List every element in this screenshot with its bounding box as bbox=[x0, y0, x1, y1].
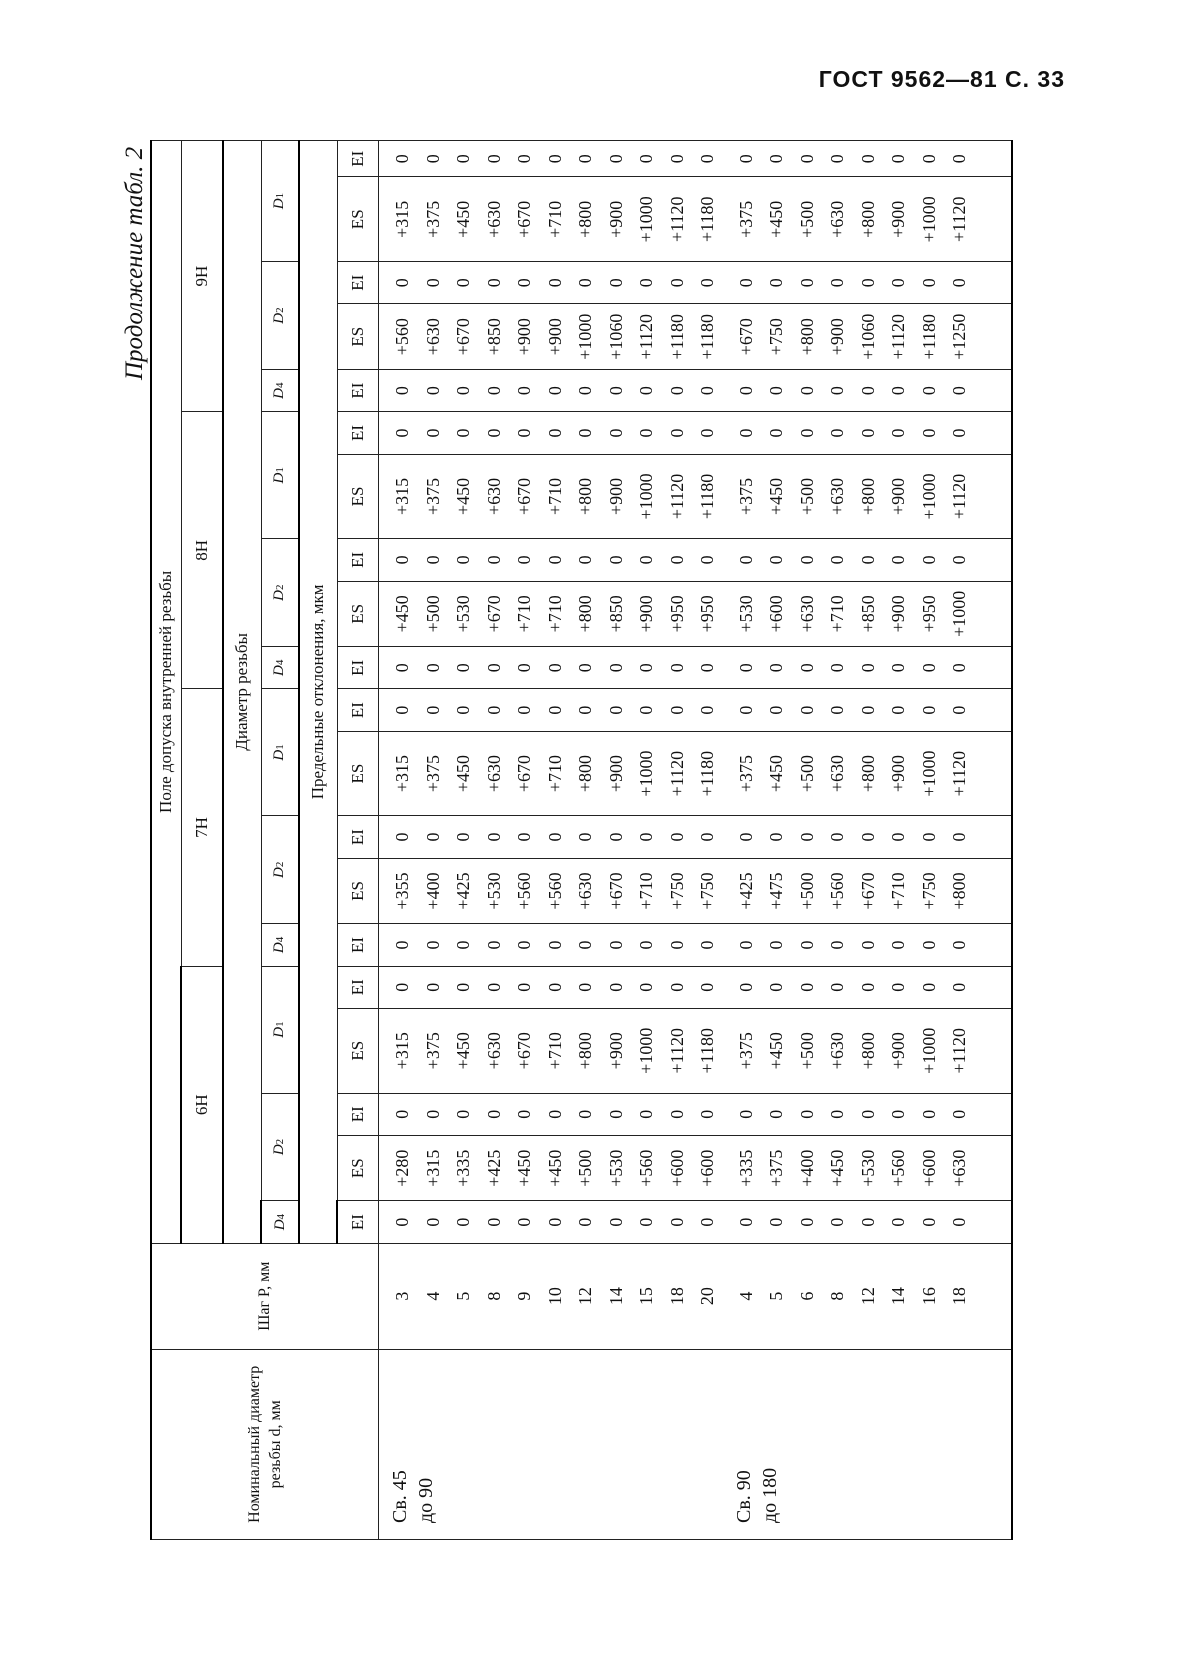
9h-d4-ei: 0 0 0 0 0 0 0 0 bbox=[723, 369, 1012, 411]
7h-d1-ei: 0 0 0 0 0 0 0 0 0 0 0 bbox=[379, 689, 723, 731]
7h-d1-ei: 0 0 0 0 0 0 0 0 bbox=[723, 689, 1012, 731]
sub-d2: D2 bbox=[261, 1093, 299, 1201]
rotated-table-wrapper bbox=[150, 140, 1110, 1540]
9h-d4-ei: 0 0 0 0 0 0 0 0 0 0 0 bbox=[379, 369, 723, 411]
sub-es: ES bbox=[337, 581, 379, 647]
8h-d2-ei: 0 0 0 0 0 0 0 0 0 0 0 bbox=[379, 539, 723, 581]
sub-d2: D2 bbox=[261, 262, 299, 370]
sub-ei: EI bbox=[337, 1093, 379, 1135]
9h-d2-ei: 0 0 0 0 0 0 0 0 bbox=[723, 262, 1012, 304]
8h-d4-ei: 0 0 0 0 0 0 0 0 bbox=[723, 647, 1012, 689]
6h-d1-es: +375 +450 +500 +630 +800 +900 +1000 +1120 bbox=[723, 1008, 1012, 1093]
7h-d1-es: +375 +450 +500 +630 +800 +900 +1000 +1120 bbox=[723, 731, 1012, 816]
header-field-7h: 7H bbox=[181, 689, 223, 966]
sub-es: ES bbox=[337, 454, 379, 539]
sub-d1: D1 bbox=[261, 412, 299, 539]
sub-ei: EI bbox=[337, 924, 379, 966]
9h-d1-es: +375 +450 +500 +630 +800 +900 +1000 +1120 bbox=[723, 177, 1012, 262]
sub-es: ES bbox=[337, 858, 379, 924]
8h-d2-es: +530 +600 +630 +710 +850 +900 +950 +1000 bbox=[723, 581, 1012, 647]
sub-d4: D4 bbox=[261, 924, 299, 966]
row-label: Св. 45 до 90 bbox=[379, 1349, 723, 1539]
sub-es: ES bbox=[337, 177, 379, 262]
sub-d2: D2 bbox=[261, 816, 299, 924]
sub-es: ES bbox=[337, 1008, 379, 1093]
header-nominal-diameter: Номинальный диаметр резьбы d, мм bbox=[151, 1349, 379, 1539]
6h-d2-es: +335 +375 +400 +450 +530 +560 +600 +630 bbox=[723, 1135, 1012, 1201]
8h-d2-ei: 0 0 0 0 0 0 0 0 bbox=[723, 539, 1012, 581]
7h-d2-es: +355 +400 +425 +530 +560 +560 +630 +670 +710 +750 +750 bbox=[379, 858, 723, 924]
8h-d1-es: +315 +375 +450 +630 +670 +710 +800 +900 +1000 +1120 +1180 bbox=[379, 454, 723, 539]
6h-d2-es: +280 +315 +335 +425 +450 +450 +500 +530 +560 +600 +600 bbox=[379, 1135, 723, 1201]
8h-d1-ei: 0 0 0 0 0 0 0 0 bbox=[723, 412, 1012, 454]
8h-d2-es: +450 +500 +530 +670 +710 +710 +800 +850 +900 +950 +950 bbox=[379, 581, 723, 647]
sub-es: ES bbox=[337, 304, 379, 370]
header-thread-diameter: Диаметр резьбы bbox=[223, 141, 261, 1244]
sub-d4: D4 bbox=[261, 647, 299, 689]
step-values: 3 4 5 8 9 10 12 14 15 18 20 bbox=[379, 1243, 723, 1349]
9h-d1-es: +315 +375 +450 +630 +670 +710 +800 +900 +1000 +1120 +1180 bbox=[379, 177, 723, 262]
header-field-6h: 6H bbox=[181, 966, 223, 1243]
sub-ei: EI bbox=[337, 369, 379, 411]
page-header: ГОСТ 9562—81 С. 33 bbox=[818, 66, 1065, 92]
header-deviations: Предельные отклонения, мкм bbox=[299, 141, 337, 1244]
sub-ei: EI bbox=[337, 689, 379, 731]
sub-d4: D4 bbox=[261, 369, 299, 411]
sub-es: ES bbox=[337, 731, 379, 816]
7h-d2-ei: 0 0 0 0 0 0 0 0 0 0 0 bbox=[379, 816, 723, 858]
sub-ei: EI bbox=[337, 1201, 379, 1243]
9h-d1-ei: 0 0 0 0 0 0 0 0 bbox=[723, 141, 1012, 177]
7h-d2-ei: 0 0 0 0 0 0 0 0 bbox=[723, 816, 1012, 858]
sub-es: ES bbox=[337, 1135, 379, 1201]
7h-d4-ei: 0 0 0 0 0 0 0 0 0 0 0 bbox=[379, 924, 723, 966]
sub-d1: D1 bbox=[261, 966, 299, 1093]
tolerance-table bbox=[150, 140, 1013, 1540]
9h-d2-es: +560 +630 +670 +850 +900 +900 +1000 +1060 +1120 +1180 +1180 bbox=[379, 304, 723, 370]
sub-ei: EI bbox=[337, 141, 379, 177]
sub-ei: EI bbox=[337, 262, 379, 304]
9h-d1-ei: 0 0 0 0 0 0 0 0 0 0 0 bbox=[379, 141, 723, 177]
6h-d2-ei: 0 0 0 0 0 0 0 0 bbox=[723, 1093, 1012, 1135]
sub-ei: EI bbox=[337, 647, 379, 689]
6h-d1-ei: 0 0 0 0 0 0 0 0 bbox=[723, 966, 1012, 1008]
7h-d1-es: +315 +375 +450 +630 +670 +710 +800 +900 +1000 +1120 +1180 bbox=[379, 731, 723, 816]
sub-d1: D1 bbox=[261, 141, 299, 262]
8h-d1-ei: 0 0 0 0 0 0 0 0 0 0 0 bbox=[379, 412, 723, 454]
sub-ei: EI bbox=[337, 816, 379, 858]
sub-ei: EI bbox=[337, 539, 379, 581]
sub-ei: EI bbox=[337, 412, 379, 454]
header-field-8h: 8H bbox=[181, 412, 223, 689]
sub-d2: D2 bbox=[261, 539, 299, 647]
sub-d1: D1 bbox=[261, 689, 299, 816]
8h-d1-es: +375 +450 +500 +630 +800 +900 +1000 +1120 bbox=[723, 454, 1012, 539]
6h-d4-ei: 0 0 0 0 0 0 0 0 bbox=[723, 1201, 1012, 1243]
header-step: Шаг P, мм bbox=[151, 1243, 379, 1349]
9h-d2-es: +670 +750 +800 +900 +1060 +1120 +1180 +1250 bbox=[723, 304, 1012, 370]
table-row bbox=[723, 141, 1012, 1540]
6h-d4-ei: 0 0 0 0 0 0 0 0 0 0 0 bbox=[379, 1201, 723, 1243]
sub-d4: D4 bbox=[261, 1201, 299, 1243]
8h-d4-ei: 0 0 0 0 0 0 0 0 0 0 0 bbox=[379, 647, 723, 689]
9h-d2-ei: 0 0 0 0 0 0 0 0 0 0 0 bbox=[379, 262, 723, 304]
6h-d2-ei: 0 0 0 0 0 0 0 0 0 0 0 bbox=[379, 1093, 723, 1135]
sub-ei: EI bbox=[337, 966, 379, 1008]
table-caption: Продолжение табл. 2 bbox=[121, 146, 148, 380]
header-field-9h: 9H bbox=[181, 141, 223, 412]
table-row bbox=[379, 141, 723, 1540]
6h-d1-es: +315 +375 +450 +630 +670 +710 +800 +900 +1000 +1120 +1180 bbox=[379, 1008, 723, 1093]
6h-d1-ei: 0 0 0 0 0 0 0 0 0 0 0 bbox=[379, 966, 723, 1008]
step-values: 4 5 6 8 12 14 16 18 bbox=[723, 1243, 1012, 1349]
7h-d2-es: +425 +475 +500 +560 +670 +710 +750 +800 bbox=[723, 858, 1012, 924]
row-label: Св. 90 до 180 bbox=[723, 1349, 1012, 1539]
7h-d4-ei: 0 0 0 0 0 0 0 0 bbox=[723, 924, 1012, 966]
header-tolerance-field: Поле допуска внутренней резьбы bbox=[151, 141, 181, 1244]
